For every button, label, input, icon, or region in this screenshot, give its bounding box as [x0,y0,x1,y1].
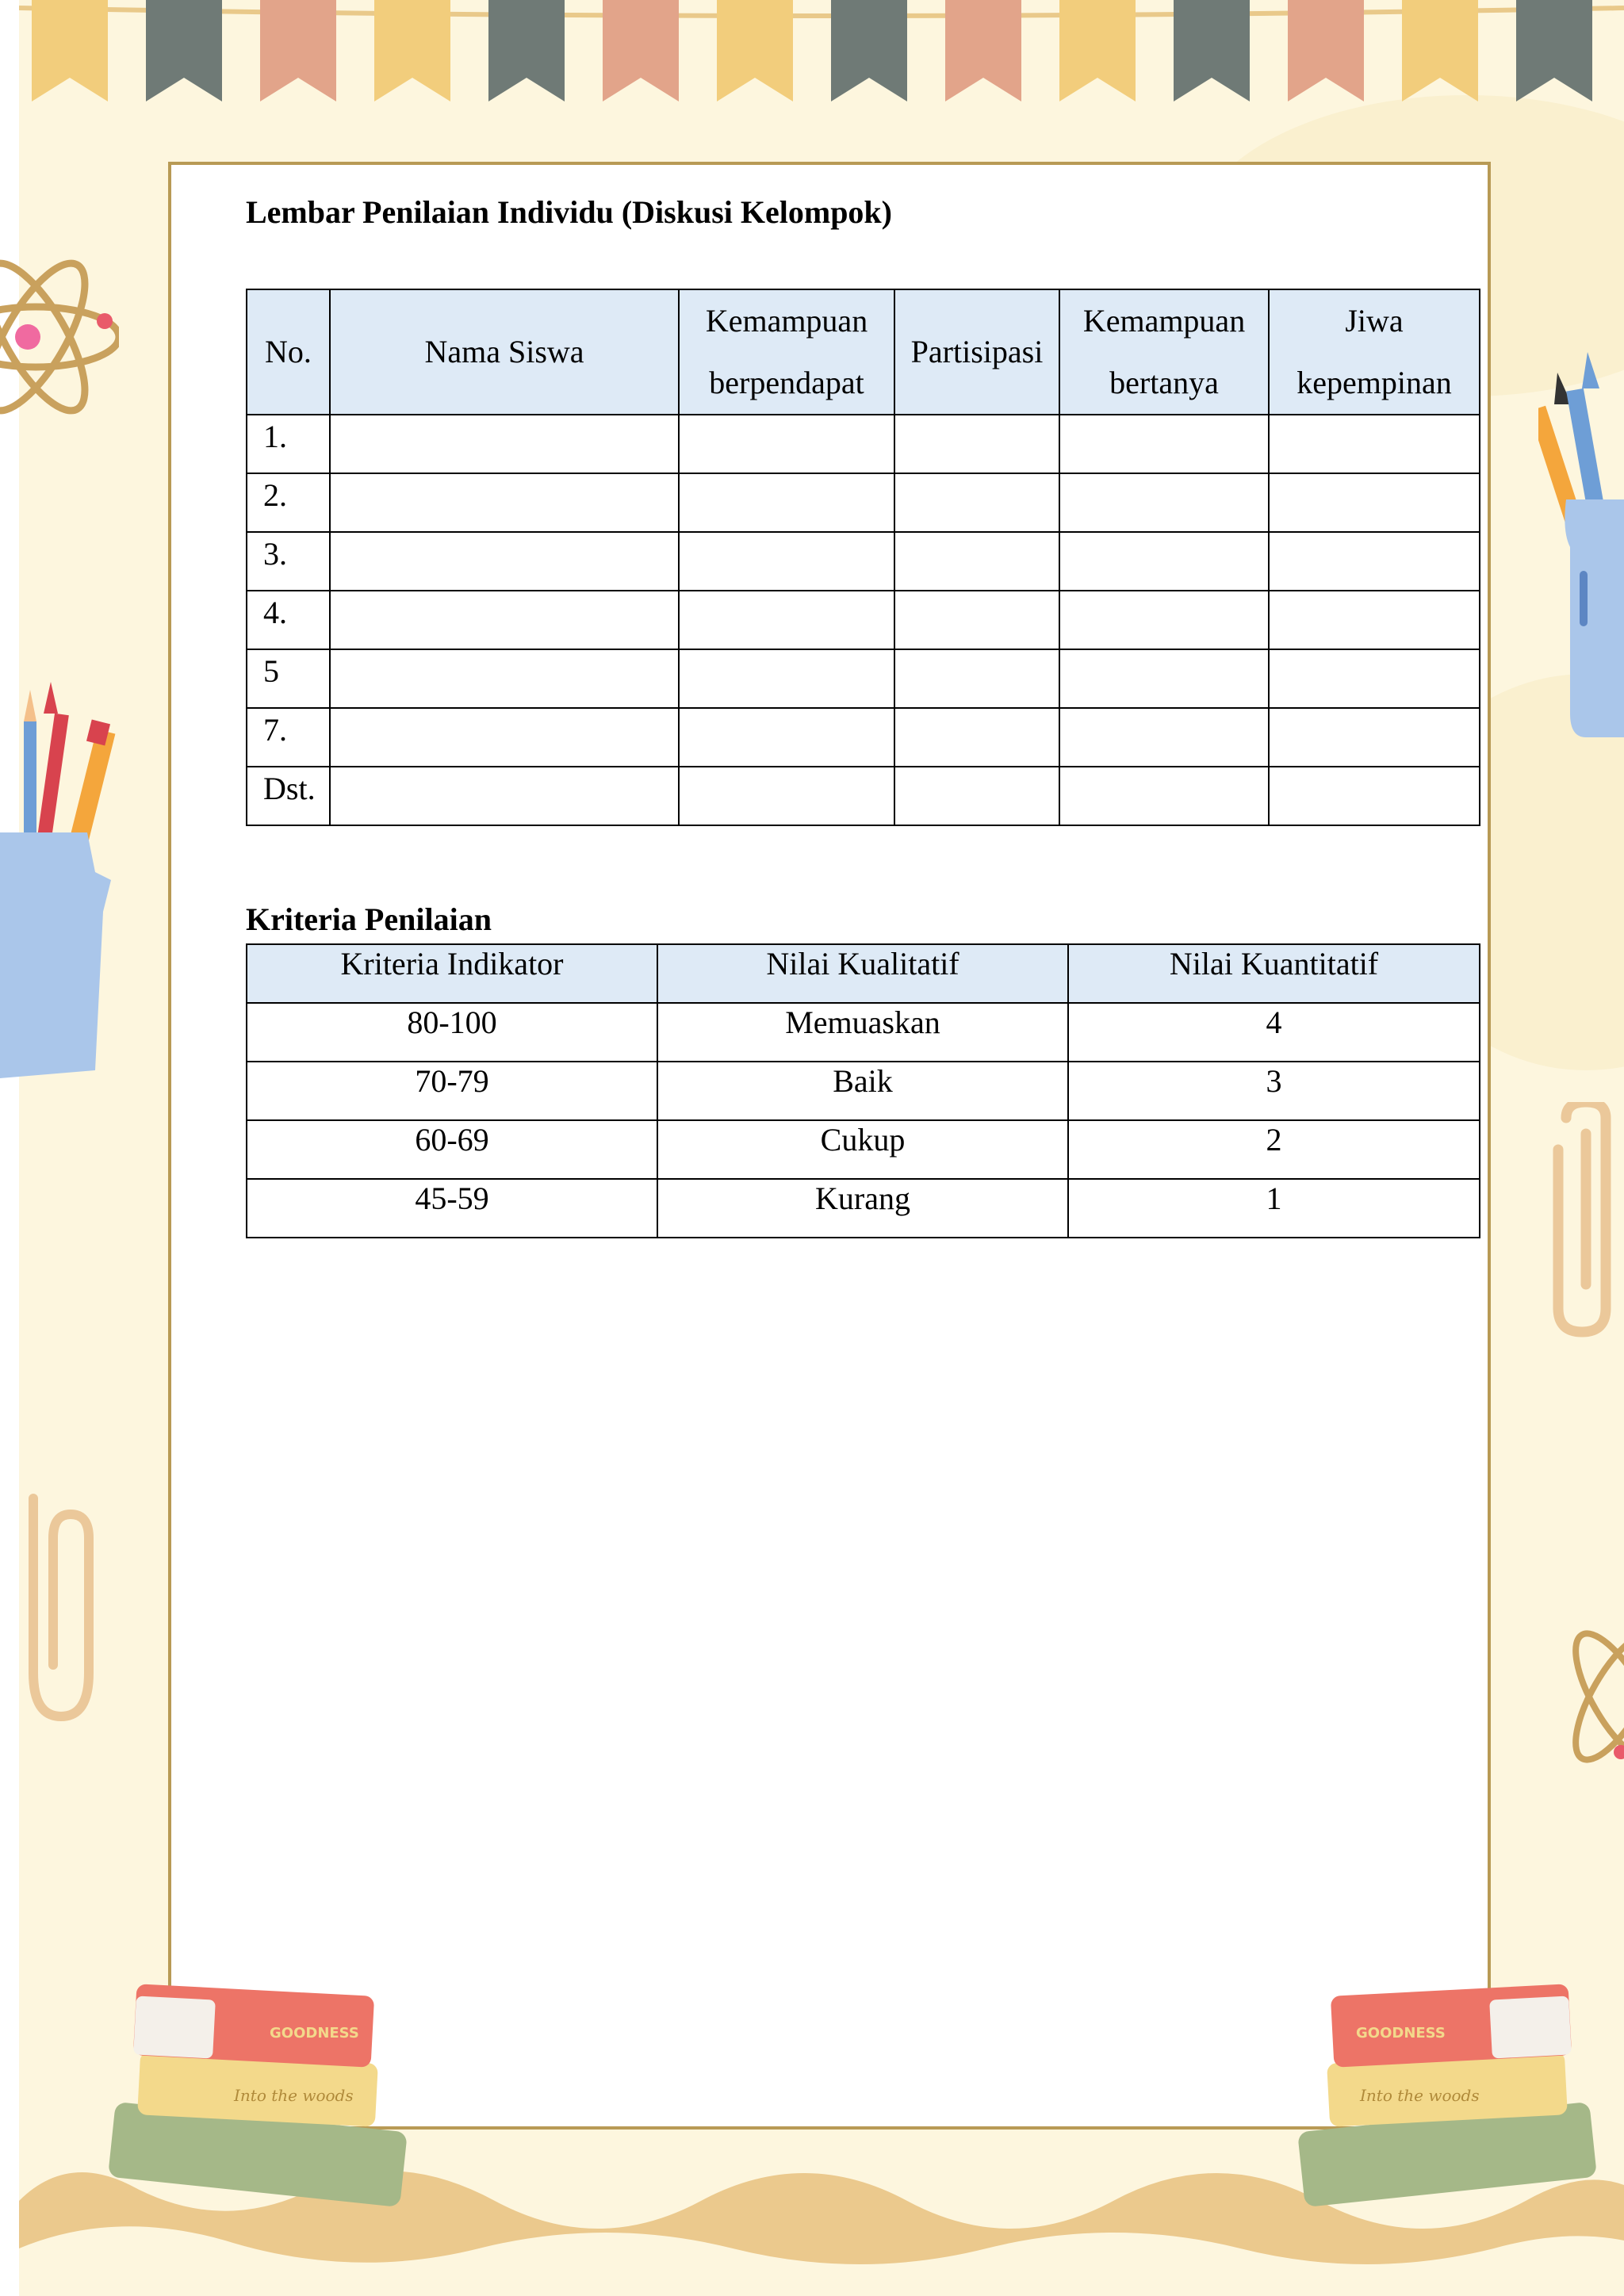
row-number: Dst. [247,767,330,825]
bunting-flag [1288,0,1364,101]
empty-cell [679,591,894,649]
criteria-qualitative: Kurang [657,1179,1068,1238]
empty-cell [330,649,679,708]
book-stack-icon [1285,1966,1610,2212]
criteria-quantitative: 3 [1068,1062,1480,1120]
book-spine-label: Into the woods [1360,2086,1480,2105]
bunting-flag [146,0,222,101]
empty-cell [894,473,1059,532]
criteria-qualitative: Cukup [657,1120,1068,1179]
book-spine-label: GOODNESS [270,2025,359,2042]
bunting-flag [488,0,565,101]
empty-cell [1059,591,1269,649]
pencil-cup-icon [1538,341,1624,745]
bunting-flag [1174,0,1250,101]
criteria-quantitative: 4 [1068,1003,1480,1062]
table-row [247,1062,1480,1120]
empty-cell [679,473,894,532]
empty-cell [330,708,679,767]
paperclip-icon [17,1490,97,1728]
empty-cell [894,591,1059,649]
bunting-flag [1402,0,1478,101]
table-row [247,767,1480,825]
header-nilai-kualitatif: Nilai Kualitatif [657,944,1068,1003]
criteria-qualitative: Memuaskan [657,1003,1068,1062]
bunting-flag [260,0,336,101]
criteria-title: Kriteria Penilaian [246,901,492,937]
empty-cell [1059,473,1269,532]
bunting-flag [945,0,1021,101]
empty-cell [330,473,679,532]
paperclip-icon [1538,1102,1624,1340]
table-row [247,473,1480,532]
book-spine-label: Into the woods [234,2086,354,2105]
page-title: Lembar Penilaian Individu (Diskusi Kelompok) [246,194,892,230]
pencil-cup-icon [0,674,135,1078]
header-nama-siswa: Nama Siswa [330,289,679,415]
empty-cell [894,767,1059,825]
book-stack-icon [95,1966,420,2212]
empty-cell [679,532,894,591]
table-row [247,708,1480,767]
header-line: berpendapat [709,365,864,400]
criteria-qualitative: Baik [657,1062,1068,1120]
empty-cell [1269,415,1480,473]
criteria-quantitative: 2 [1068,1120,1480,1179]
empty-cell [1059,532,1269,591]
header-line: Kemampuan [1082,303,1246,339]
book-spine-label: GOODNESS [1356,2025,1446,2042]
bunting-flag [831,0,907,101]
empty-cell [894,649,1059,708]
row-number: 7. [247,708,330,767]
assessment-table [246,289,1480,826]
criteria-range: 80-100 [247,1003,657,1062]
row-number: 5 [247,649,330,708]
bunting-flag [717,0,793,101]
empty-cell [679,415,894,473]
empty-cell [1269,591,1480,649]
row-number: 4. [247,591,330,649]
empty-cell [894,708,1059,767]
header-kemampuan-berpendapat [679,289,894,415]
table-row [247,649,1480,708]
empty-cell [330,532,679,591]
criteria-range: 70-79 [247,1062,657,1120]
header-jiwa-kepemimpinan [1269,289,1480,415]
table-row [247,415,1480,473]
table-row [247,532,1480,591]
row-number: 1. [247,415,330,473]
empty-cell [330,767,679,825]
atom-icon [0,230,119,444]
empty-cell [1059,708,1269,767]
table-row [247,1179,1480,1238]
empty-cell [1269,708,1480,767]
empty-cell [1269,532,1480,591]
bunting-flag [32,0,108,101]
criteria-quantitative: 1 [1068,1179,1480,1238]
bunting-banner [19,0,1624,111]
header-kriteria-indikator: Kriteria Indikator [247,944,657,1003]
criteria-table [246,943,1480,1238]
empty-cell [1059,649,1269,708]
atom-icon [1546,1609,1624,1784]
header-line: Jiwa [1345,303,1404,339]
empty-cell [894,532,1059,591]
empty-cell [330,415,679,473]
empty-cell [1269,649,1480,708]
bunting-flag [603,0,679,101]
criteria-range: 45-59 [247,1179,657,1238]
empty-cell [679,708,894,767]
empty-cell [679,767,894,825]
header-line: bertanya [1109,365,1219,400]
table-row [247,1003,1480,1062]
header-nilai-kuantitatif: Nilai Kuantitatif [1068,944,1480,1003]
row-number: 2. [247,473,330,532]
bunting-flag [1516,0,1592,101]
criteria-range: 60-69 [247,1120,657,1179]
header-kemampuan-bertanya [1059,289,1269,415]
empty-cell [679,649,894,708]
header-line: kepempinan [1297,365,1452,400]
header-line: Kemampuan [705,303,868,339]
empty-cell [330,591,679,649]
table-row [247,591,1480,649]
empty-cell [1269,767,1480,825]
empty-cell [1059,767,1269,825]
bunting-flag [374,0,450,101]
empty-cell [1269,473,1480,532]
header-partisipasi: Partisipasi [894,289,1059,415]
empty-cell [894,415,1059,473]
header-no: No. [247,289,330,415]
table-row [247,1120,1480,1179]
row-number: 3. [247,532,330,591]
empty-cell [1059,415,1269,473]
bunting-flag [1059,0,1136,101]
